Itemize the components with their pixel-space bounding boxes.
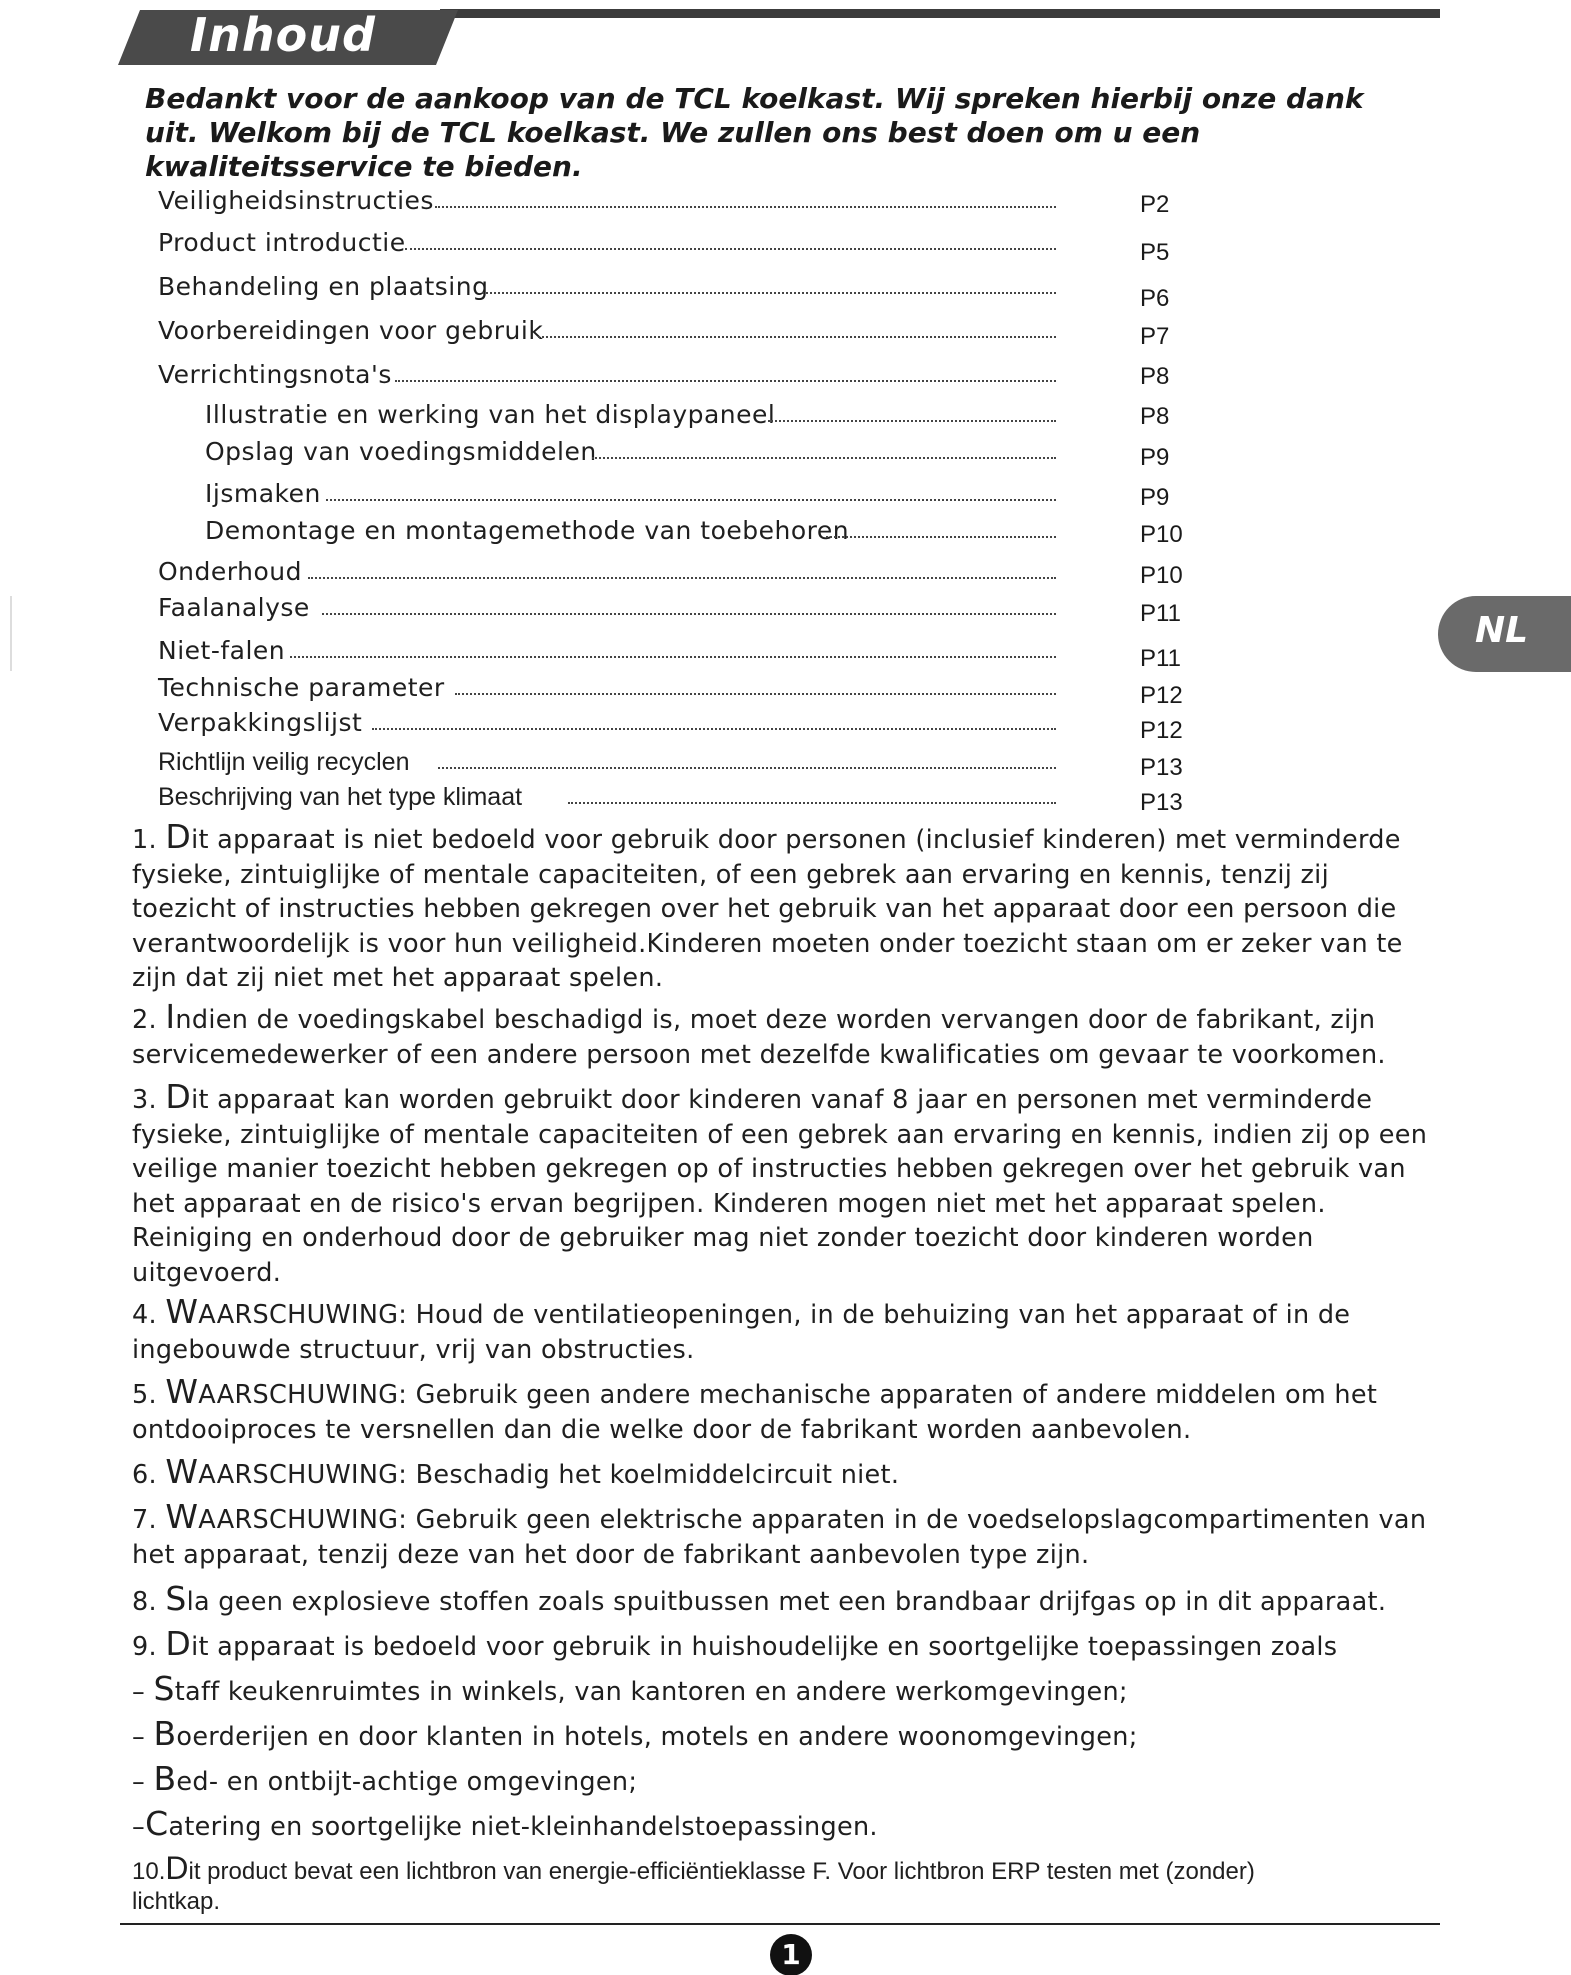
safety-paragraph <box>132 1452 1432 1493</box>
para-initial: I <box>165 997 176 1036</box>
para-text: ed- en ontbijt-achtige omgevingen; <box>176 1767 638 1797</box>
toc-leader <box>435 206 1056 208</box>
safety-paragraph <box>132 1077 1432 1290</box>
toc-title: Beschrijving van het type klimaat <box>158 783 523 811</box>
para-text: la geen explosieve stoffen zoals spuitbussen met een brandbaar drijfgas op in dit apparaat. <box>186 1587 1387 1617</box>
intro-text: Bedankt voor de aankoop van de TCL koelkast. Wij spreken hierbij onze dank uit. Welkom bij de TCL koelkast. We zullen ons best doen om u een kwaliteitsservice te bieden. <box>145 82 1364 183</box>
toc-page: P9 <box>1140 444 1170 471</box>
list-item <box>132 1714 1432 1755</box>
para-initial: W <box>165 1497 199 1536</box>
safety-paragraph <box>132 1497 1432 1572</box>
toc-leader <box>592 457 1056 459</box>
para-initial: S <box>153 1669 175 1708</box>
para-number: 5. <box>132 1380 166 1410</box>
para-number: 10. <box>132 1858 166 1885</box>
para-initial: W <box>165 1452 199 1491</box>
para-initial: B <box>153 1759 177 1798</box>
para-text: taff keukenruimtes in winkels, van kantoren en andere werkomgevingen; <box>174 1677 1128 1707</box>
toc-page: P9 <box>1140 484 1170 511</box>
page-number: 1 <box>770 1934 812 1975</box>
toc-title: Product introductie <box>158 228 406 257</box>
toc-page: P5 <box>1140 239 1170 266</box>
safety-paragraph <box>132 1372 1432 1447</box>
toc-page: P8 <box>1140 403 1170 430</box>
toc-title: Opslag van voedingsmiddelen <box>205 437 597 466</box>
para-text: AARSCHUWING: Beschadig het koelmiddelcircuit niet. <box>198 1460 900 1490</box>
toc-leader <box>538 336 1056 338</box>
toc-leader <box>482 292 1056 294</box>
safety-paragraph <box>132 1624 1432 1665</box>
safety-paragraph <box>132 1579 1432 1620</box>
toc-leader <box>405 248 1056 250</box>
toc-row <box>0 226 1571 266</box>
header-rule <box>440 9 1440 18</box>
toc-page: P13 <box>1140 789 1183 816</box>
para-text: AARSCHUWING: Gebruik geen elektrische apparaten in de voedselopslagcompartimenten van het apparaat, tenzij deze van het door de fabrikant aanbevolen type zijn. <box>132 1505 1427 1570</box>
toc-title: Verpakkingslijst <box>158 708 363 737</box>
toc-row <box>0 634 1571 672</box>
toc-row <box>0 398 1571 432</box>
para-number: 2. <box>132 1005 166 1035</box>
toc-row <box>0 555 1571 589</box>
page-edge-marker <box>10 596 12 671</box>
para-text: atering en soortgelijke niet-kleinhandelstoepassingen. <box>168 1812 878 1842</box>
para-initial: D <box>165 817 192 856</box>
toc-leader <box>326 499 1056 501</box>
toc-row <box>0 514 1571 548</box>
toc-leader <box>290 656 1056 658</box>
toc-title: Ijsmaken <box>205 479 321 508</box>
para-initial: C <box>145 1804 169 1843</box>
footer-rule <box>120 1923 1440 1925</box>
toc-row <box>0 358 1571 392</box>
toc-leader <box>438 767 1056 769</box>
toc-title: Verrichtingsnota's <box>158 360 392 389</box>
toc-title: Onderhoud <box>158 557 302 586</box>
safety-paragraph <box>132 1850 1262 1917</box>
safety-paragraph <box>132 997 1432 1072</box>
page-title: Inhoud <box>190 8 376 62</box>
toc-leader <box>826 536 1056 538</box>
toc-page: P11 <box>1140 645 1181 672</box>
toc-row <box>0 745 1571 779</box>
toc-row <box>0 314 1571 348</box>
para-initial: D <box>165 1624 192 1663</box>
toc-title: Technische parameter <box>158 673 445 702</box>
toc-row <box>0 270 1571 312</box>
toc-row <box>0 671 1571 709</box>
toc-page: P6 <box>1140 285 1170 312</box>
toc-row <box>0 591 1571 625</box>
toc-page: P10 <box>1140 521 1183 548</box>
para-initial: W <box>165 1372 199 1411</box>
list-item <box>132 1669 1432 1710</box>
toc-page: P13 <box>1140 754 1183 781</box>
toc-leader <box>395 380 1056 382</box>
toc-page: P10 <box>1140 562 1183 589</box>
toc-title: Richtlijn veilig recyclen <box>158 748 410 776</box>
para-text: it apparaat kan worden gebruikt door kinderen vanaf 8 jaar en personen met verminderde fysieke, zintuiglijke of mentale capaciteiten of een gebrek aan ervaring en kennis, indien zij op een veilige manier toezicht hebben gekregen op of instructies hebben gekregen over het gebruik van het apparaat en de risico's ervan begrijpen. Kinderen mogen niet met het apparaat spelen. Reiniging en onderhoud door de gebruiker mag niet zonder toezicht door kinderen worden uitgevoerd. <box>132 1085 1428 1288</box>
para-text: it apparaat is bedoeld voor gebruik in huishoudelijke en soortgelijke toepassingen zoals <box>191 1632 1338 1662</box>
toc-row <box>0 780 1571 814</box>
safety-paragraph <box>132 817 1432 996</box>
para-number: 3. <box>132 1085 166 1115</box>
toc-leader <box>768 420 1056 422</box>
toc-title: Faalanalyse <box>158 593 310 622</box>
para-initial: D <box>165 1077 192 1116</box>
toc-row <box>0 435 1571 469</box>
toc-title: Demontage en montagemethode van toebehoren <box>205 516 850 545</box>
toc-leader <box>372 728 1056 730</box>
list-dash: – <box>132 1812 146 1842</box>
toc-page: P2 <box>1140 191 1170 218</box>
toc-page: P8 <box>1140 363 1170 390</box>
para-initial: D <box>165 1850 189 1886</box>
para-text: it apparaat is niet bedoeld voor gebruik door personen (inclusief kinderen) met verminderde fysieke, zintuiglijke of mentale capaciteiten, of een gebrek aan ervaring en kennis, tenzij zij toezicht of instructies hebben gekregen over het gebruik van het apparaat door een persoon die verantwoordelijk is voor hun veiligheid.Kinderen moeten onder toezicht staan om er zeker van te zijn dat zij niet met het apparaat spelen. <box>132 825 1403 993</box>
para-text: AARSCHUWING: Houd de ventilatieopeningen, in de behuizing van het apparaat of in de ingebouwde structuur, vrij van obstructies. <box>132 1300 1351 1365</box>
toc-title: Veiligheidsinstructies <box>158 186 434 215</box>
para-text: AARSCHUWING: Gebruik geen andere mechanische apparaten of andere middelen om het ontdooiproces te versnellen dan die welke door de fabrikant worden aanbevolen. <box>132 1380 1378 1445</box>
toc-row <box>0 477 1571 511</box>
language-tab-label: NL <box>1475 610 1529 651</box>
para-number: 4. <box>132 1300 166 1330</box>
toc-leader <box>322 613 1056 615</box>
para-text: ndien de voedingskabel beschadigd is, moet deze worden vervangen door de fabrikant, zijn servicemedewerker of een andere persoon met dezelfde kwalificaties om gevaar te voorkomen. <box>132 1005 1386 1070</box>
toc-title: Voorbereidingen voor gebruik <box>158 316 544 345</box>
safety-paragraph <box>132 1292 1432 1367</box>
toc-page: P11 <box>1140 600 1181 627</box>
toc-leader <box>568 802 1056 804</box>
list-dash: – <box>132 1677 154 1707</box>
para-number: 9. <box>132 1632 166 1662</box>
list-dash: – <box>132 1767 154 1797</box>
toc-leader <box>308 577 1056 579</box>
list-item <box>132 1804 1432 1845</box>
para-initial: B <box>153 1714 177 1753</box>
para-number: 6. <box>132 1460 166 1490</box>
para-number: 1. <box>132 825 166 855</box>
para-initial: W <box>165 1292 199 1331</box>
para-text: oerderijen en door klanten in hotels, motels en andere woonomgevingen; <box>176 1722 1138 1752</box>
toc-leader <box>455 693 1056 695</box>
para-initial: S <box>165 1579 187 1618</box>
toc-row <box>0 184 1571 218</box>
para-number: 8. <box>132 1587 166 1617</box>
list-item <box>132 1759 1432 1800</box>
toc-page: P12 <box>1140 682 1183 709</box>
toc-page: P12 <box>1140 717 1183 744</box>
toc-title: Illustratie en werking van het displaypaneel <box>205 400 776 429</box>
toc-page: P7 <box>1140 323 1170 350</box>
toc-row <box>0 706 1571 744</box>
toc-title: Niet-falen <box>158 636 286 665</box>
list-dash: – <box>132 1722 154 1752</box>
para-number: 7. <box>132 1505 166 1535</box>
toc-title: Behandeling en plaatsing <box>158 272 489 301</box>
para-text: it product bevat een lichtbron van energie-efficiëntieklasse F. Voor lichtbron ERP testen met (zonder) lichtkap. <box>132 1858 1255 1915</box>
